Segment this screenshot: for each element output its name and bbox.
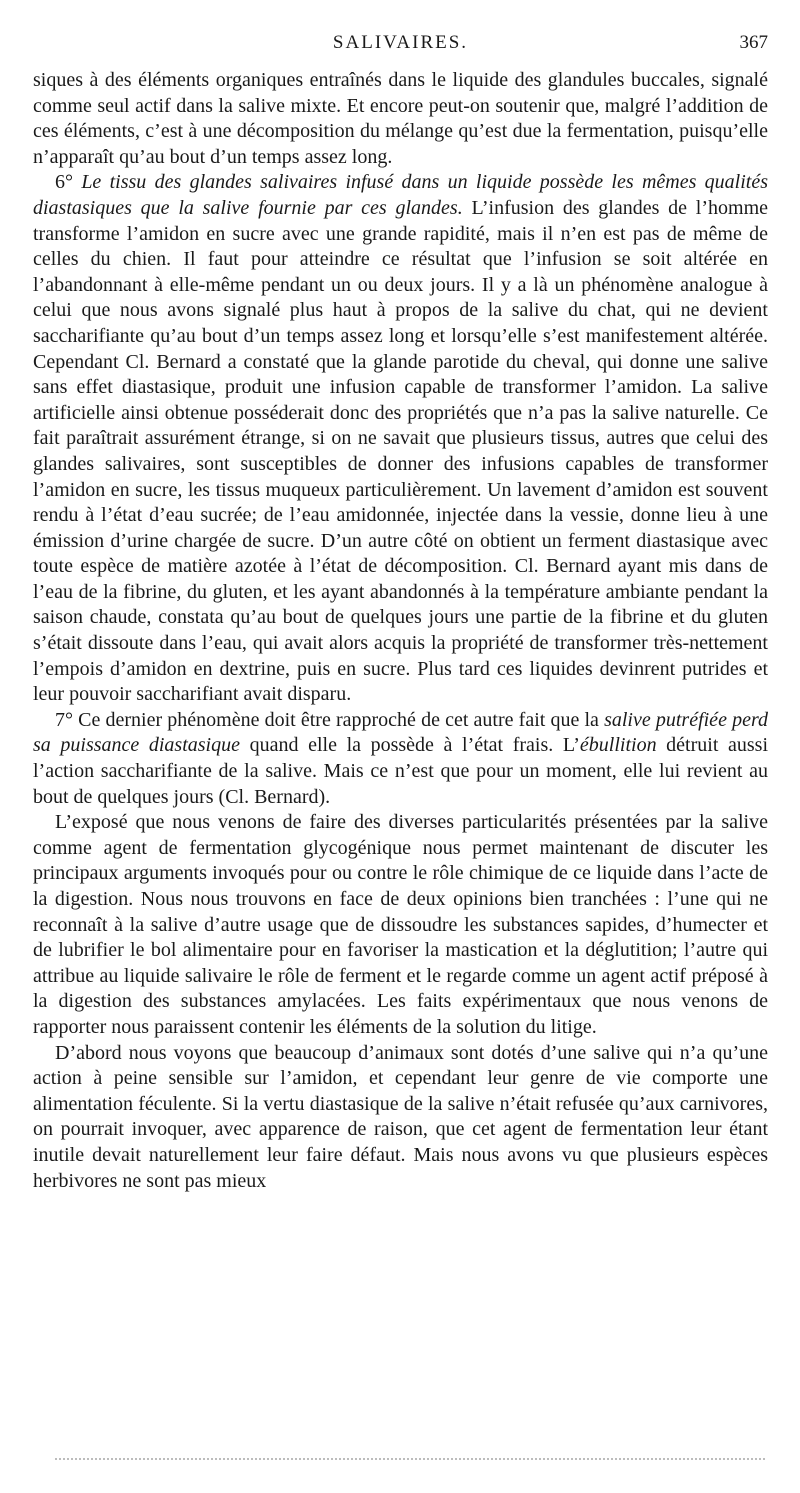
text-segment: détruit aussi l’action saccharifiante de la salive. Mais ce n’est que pour un moment, elle lui revient au bout de quelques jours (Cl. Bernard). (33, 734, 768, 808)
text-segment: L’infusion des glandes de l’homme transforme l’amidon en sucre avec une grande rapidité, mais il n’en est pas de même de celles du chien. Il faut pour atteindre ce résultat que l’infusion se soit altérée en l’abandonnant à elle-même pendant un ou deux jours. Il y a là un phénomène analogue à celui que nous avons signalé plus haut à propos de la salive du chat, qui ne devient saccharifiante qu’au bout d’un temps assez long et lorsqu’elle s’est manifestement altérée. Cependant Cl. Bernard a constaté que la glande parotide du cheval, qui donne une salive sans effet diastasique, produit une infusion capable de transformer l’amidon. La salive artificielle ainsi obtenue posséderait donc des propriétés que n’a pas la salive naturelle. Ce fait paraîtrait assurément étrange, si on ne savait que plusieurs tissus, autres que celui des glandes salivaires, sont susceptibles de donner des infusions capables de transformer l’amidon en sucre, les tissus muqueux particulièrement. Un lavement d’amidon est souvent rendu à l’état d’eau sucrée; de l’eau amidonnée, injectée dans la vessie, donne lieu à une émission d’urine chargée de sucre. D’un autre côté on obtient un ferment diastasique avec toute espèce de matière azotée à l’état de décomposition. Cl. Bernard ayant mis dans de l’eau de la fibrine, du gluten, et les ayant abandonnés à la température ambiante pendant la saison chaude, constata qu’au bout de quelques jours une partie de la fibrine et du gluten s’était dissoute dans l’eau, qui avait alors acquis la propriété de transformer très-nettement l’empois d’amidon en dextrine, puis en sucre. Plus tard ces liquides devinrent putrides et leur pouvoir saccharifiant avait disparu. (33, 196, 768, 706)
book-page (33, 28, 768, 1194)
italic-thesis: Le tissu des glandes salivaires infusé dans un liquide possède les mêmes qualités diastasiques que la salive fournie par ces glandes. (33, 171, 769, 219)
running-head (33, 28, 768, 68)
text-segment: 7° Ce dernier phénomène doit être rapproché de cet autre fait que la (55, 708, 605, 731)
paragraph-argument (33, 1041, 768, 1195)
italic-phrase: salive putréfiée perd sa puissance diastasique (33, 708, 769, 757)
page-number: 367 (739, 32, 768, 53)
paragraph-continuation (33, 68, 768, 170)
text-segment: siques à des éléments organiques entraînés dans le liquide des glandules buccales, signalé comme seul actif dans la salive mixte. Et encore peut-on soutenir que, malgré l’addition de ces éléments, c’est à une décomposition du mélange qu’est due la fermentation, puisqu’elle n’apparaît qu’au bout d’un temps assez long. (33, 69, 768, 168)
paragraph-point-7 (33, 708, 768, 810)
running-title: SALIVAIRES. (332, 32, 469, 53)
text-segment: quand elle la possède à l’état frais. L’ (240, 734, 580, 757)
paragraph-discussion (33, 810, 768, 1040)
paragraph-point-6 (33, 170, 768, 707)
text-segment: 6° (55, 171, 82, 194)
italic-phrase: ébullition (579, 734, 657, 757)
footer-dotted-rule (55, 1458, 765, 1460)
text-segment: D’abord nous voyons que beaucoup d’animaux sont dotés d’une salive qui n’a qu’une action à peine sensible sur l’amidon, et cependant leur genre de vie comporte une alimentation féculente. Si la vertu diastasique de la salive n’était refusée qu’aux carnivores, on pourrait invoquer, avec apparence de raison, que cet agent de fermentation leur étant inutile devait naturellement leur faire défaut. Mais nous avons vu que plusieurs espèces herbivores ne sont pas mieux (33, 1041, 768, 1192)
text-segment: L’exposé que nous venons de faire des diverses particularités présentées par la salive comme agent de fermentation glycogénique nous permet maintenant de discuter les principaux arguments invoqués pour ou contre le rôle chimique de ce liquide dans l’acte de la digestion. Nous nous trouvons en face de deux opinions bien tranchées : l’une qui ne reconnaît à la salive d’autre usage que de dissoudre les substances sapides, d’humecter et de lubrifier le bol alimentaire pour en favoriser la mastication et la déglutition; l’autre qui attribue au liquide salivaire le rôle de ferment et le regarde comme un agent actif préposé à la digestion des substances amylacées. Les faits expérimentaux que nous venons de rapporter nous paraissent contenir les éléments de la solution du litige. (33, 811, 768, 1038)
